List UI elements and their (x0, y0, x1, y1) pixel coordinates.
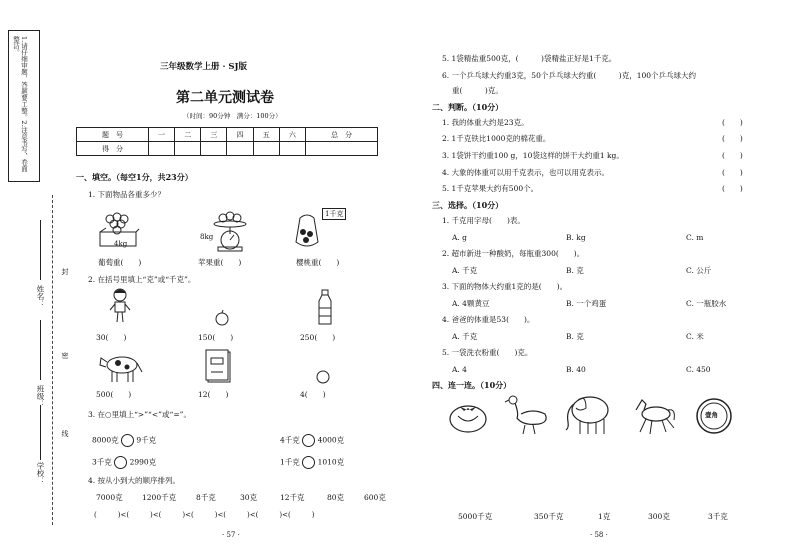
judge-item-4: 4. 大象的体重可以用千克表示，也可以用克表示。 (442, 168, 610, 177)
grapes-label: 葡萄重( ) (98, 258, 142, 267)
question-5: 5. 1袋精盐重500克，( )袋精盐正好是1千克。 (442, 54, 617, 63)
q4-item: 12千克 (280, 493, 305, 502)
choice-option[interactable]: A. g (452, 233, 467, 242)
q4-item: 1200千克 (142, 493, 177, 502)
seal-mark-2: 密 (61, 352, 69, 359)
judge-blank[interactable]: ( ) (722, 118, 743, 127)
weight-option[interactable]: 3千克 (708, 512, 728, 521)
judge-item-2: 2. 1千克铁比1000克的棉花重。 (442, 134, 551, 143)
seal-mark-1: 封 (61, 268, 69, 275)
girl-icon (108, 288, 132, 324)
cow-icon (98, 350, 144, 384)
binding-line (52, 195, 53, 525)
choice-option[interactable]: B. 克 (566, 332, 584, 341)
choice-option[interactable]: C. 一瓶胶水 (686, 299, 727, 308)
coin-label: 壹角 (705, 411, 718, 419)
score-table (76, 127, 378, 156)
choice-question-3: 3. 下面的物体大约重1克的是( )。 (442, 282, 568, 291)
compare-circle[interactable] (121, 434, 134, 447)
q4-item: 7000克 (96, 493, 123, 502)
horse-icon (628, 396, 678, 436)
choice-option[interactable]: B. kg (566, 233, 586, 242)
tomato-icon (448, 398, 488, 434)
judge-blank[interactable]: ( ) (722, 151, 743, 160)
q3-item-3: 3千克 2990克 (92, 456, 156, 469)
choice-option[interactable]: B. 40 (566, 365, 586, 374)
choice-option[interactable]: C. 公斤 (686, 266, 712, 275)
section-4-heading: 四、连一连。（10分） (432, 380, 512, 390)
judge-blank[interactable]: ( ) (722, 184, 743, 193)
q4-item: 600克 (364, 493, 386, 502)
class-line (40, 320, 41, 380)
cherry-weight-tag: 1千克 (322, 208, 346, 220)
exam-notice: 1.请仔细审题，答题要工整。2.注意书写，卷面整洁。 (12, 36, 28, 172)
q3-item-2: 4千克 4000克 (280, 434, 344, 447)
q2-blank-5: 12( ) (198, 390, 229, 399)
choice-option[interactable]: B. 一个鸡蛋 (566, 299, 607, 308)
section-2-heading: 二、判断。（10分） (432, 102, 504, 112)
choice-question-5: 5. 一袋洗衣粉重( )克。 (442, 348, 533, 357)
apples-label: 苹果重( ) (198, 258, 242, 267)
page-number-left: · 57 · (222, 531, 240, 539)
apple-icon (214, 310, 230, 326)
q2-blank-1: 30( ) (96, 333, 127, 342)
choice-option[interactable]: A. 千克 (452, 266, 478, 275)
weight-option[interactable]: 5000千克 (458, 512, 493, 521)
choice-question-2: 2. 超市新进一种酸奶，每瓶重300( )。 (442, 249, 585, 258)
name-line (40, 220, 41, 280)
seal-mark-3: 线 (61, 430, 69, 437)
cherry-bag-icon (292, 212, 322, 252)
score-table-header: 题 号 一 二 三 四 五 六 总 分 (77, 128, 378, 142)
elephant-icon (562, 392, 612, 436)
q2-blank-4: 500( ) (96, 390, 132, 399)
series-title: 三年级数学上册 · SJ版 (160, 62, 248, 72)
choice-question-1: 1. 千克用字母( )表。 (442, 216, 525, 225)
question-6-line-1: 6. 一个乒乓球大约重3克，50个乒乓球大约重( )克，100个乒乓球大约 (442, 71, 697, 80)
school-label: 学校： (36, 462, 45, 485)
time-score-info: （时间：90分钟 满分：100分） (183, 112, 282, 120)
score-table-row: 得 分 (77, 142, 378, 156)
compare-circle[interactable] (302, 434, 315, 447)
choice-option[interactable]: A. 4颗黄豆 (452, 299, 490, 308)
judge-blank[interactable]: ( ) (722, 134, 743, 143)
notebook-icon (206, 350, 232, 384)
name-label: 姓名： (36, 285, 45, 308)
page-title: 第二单元测试卷 (176, 90, 274, 106)
cherries-label: 樱桃重( ) (296, 258, 340, 267)
question-2: 2. 在括号里填上“克”或“千克”。 (88, 275, 196, 284)
q3-item-4: 1千克 1010克 (280, 456, 344, 469)
school-line (40, 405, 41, 460)
q4-item: 8千克 (196, 493, 216, 502)
choice-option[interactable]: C. m (686, 233, 704, 242)
q4-item: 80克 (327, 493, 345, 502)
choice-option[interactable]: A. 4 (452, 365, 467, 374)
goose-icon (505, 394, 551, 436)
section-3-heading: 三、选择。（10分） (432, 200, 504, 210)
question-3: 3. 在○里填上“>”“<”或“=”。 (88, 410, 191, 419)
weight-option[interactable]: 300克 (648, 512, 670, 521)
compare-circle[interactable] (114, 456, 127, 469)
page-number-right: · 58 · (590, 531, 608, 539)
choice-option[interactable]: C. 450 (686, 365, 711, 374)
compare-circle[interactable] (302, 456, 315, 469)
q4-answer-blanks: ( )<( )<( )<( )<( )<( )<( ) (94, 511, 315, 519)
question-6-line-2: 重( )克。 (452, 86, 503, 95)
apples-weight-tag: 8kg (200, 233, 214, 241)
judge-item-3: 3. 1袋饼干约重100 g，10袋这样的饼干大约重1 kg。 (442, 151, 624, 160)
judge-item-1: 1. 我的体重大约是23克。 (442, 118, 529, 127)
judge-item-5: 5. 1千克苹果大约有500个。 (442, 184, 539, 193)
q3-item-1: 8000克 9千克 (92, 434, 156, 447)
q2-blank-3: 250( ) (300, 333, 336, 342)
ball-icon (316, 370, 330, 384)
grapes-weight-tag: 4kg (114, 240, 128, 248)
q4-item: 30克 (240, 493, 258, 502)
choice-option[interactable]: A. 千克 (452, 332, 478, 341)
weight-option[interactable]: 1克 (598, 512, 611, 521)
choice-option[interactable]: B. 克 (566, 266, 584, 275)
q2-blank-6: 4( ) (300, 390, 326, 399)
judge-blank[interactable]: ( ) (722, 168, 743, 177)
class-label: 班级： (36, 385, 45, 408)
choice-option[interactable]: C. 米 (686, 332, 704, 341)
q2-blank-2: 150( ) (198, 333, 234, 342)
question-4: 4. 按从小到大的顺序排列。 (88, 476, 181, 485)
scale-apples-icon (208, 210, 252, 252)
choice-question-4: 4. 爸爸的体重是53( )。 (442, 315, 535, 324)
section-1-heading: 一、填空。（每空1分，共23分） (76, 172, 193, 182)
question-1: 1. 下面物品各重多少？ (88, 190, 166, 199)
weight-option[interactable]: 350千克 (534, 512, 564, 521)
bottle-icon (316, 290, 334, 326)
